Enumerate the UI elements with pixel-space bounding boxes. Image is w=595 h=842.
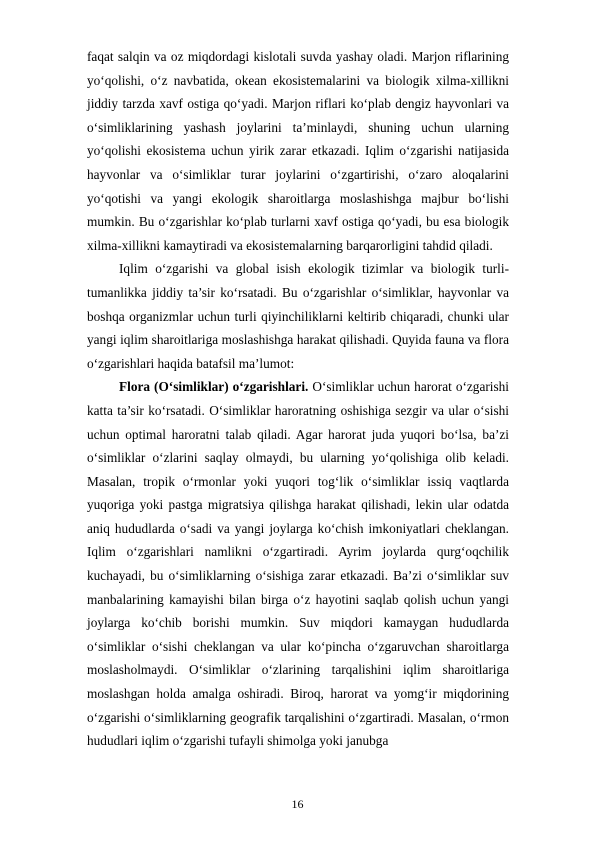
flora-text: O‘simliklar uchun harorat o‘zgarishi katta ta’sir ko‘rsatadi. O‘simliklar haroratning oshishiga sezgir va ular o‘sishi uchun optimal haroratni talab qiladi. Agar harorat juda yuqori bo‘lsa, ba’zi o‘simliklar o‘zlarini saqlay olmaydi, bu ularning yo‘qolishiga olib keladi. Masalan, tropik o‘rmonlar yoki yuqori tog‘lik o‘simliklar issiq vaqtlarda yuqoriga yoki pastga migratsiya qilishga harakat qilishadi, lekin ular odatda aniq hududlarda o‘sadi va yangi joylarga ko‘chish imkoniyatlari cheklangan. Iqlim o‘zgarishlari namlikni o‘zgartiradi. Ayrim joylarda qurg‘oqchilik kuchayadi, bu o‘simliklarning o‘sishiga zarar etkazadi. Ba’zi o‘simliklar suv manbalarining kamayishi bilan birga o‘z hayotini saqlab qolish uchun yangi joylarga ko‘chib borishi mumkin. Suv miqdori kamaygan hududlarda o‘simliklar o‘sishi cheklangan va ular ko‘pincha o‘zgaruvchan sharoitlarga moslasholmaydi. O‘simliklar o‘zlarining tarqalishini iqlim sharoitlariga moslashgan holda amalga oshiradi. Biroq, harorat va yomg‘ir miqdorining o‘zgarishi o‘simliklarning geografik tarqalishini o‘zgartiradi. Masalan, o‘rmon hududlari iqlim o‘zgarishi tufayli shimolga yoki janubga [87,379,509,749]
paragraph-1: faqat salqin va oz miqdordagi kislotali suvda yashay oladi. Marjon riflarining yo‘qolishi, o‘z navbatida, okean ekosistemalarini va biologik xilma-xillikni jiddiy tarzda xavf ostiga qo‘yadi. Marjon riflari ko‘plab dengiz hayvonlari va o‘simliklarining yashash joylarini ta’minlaydi, shuning uchun ularning yo‘qolishi ekosistema uchun yirik zarar etkazadi. Iqlim o‘zgarishi natijasida hayvonlar va o‘simliklar turar joylarini o‘zgartirishi, o‘zaro aloqalarini yo‘qotishi va yangi ekologik sharoitlarga moslashishga majbur bo‘lishi mumkin. Bu o‘zgarishlar ko‘plab turlarni xavf ostiga qo‘yadi, bu esa biologik xilma-xillikni kamaytiradi va ekosistemalarning barqarorligini tahdid qiladi. [87,49,509,253]
page-number: 16 [291,797,304,811]
document-body [87,45,509,753]
paragraph-2: Iqlim o‘zgarishi va global isish ekologik tizimlar va biologik turli-tumanlikka jiddiy ta’sir ko‘rsatadi. Bu o‘zgarishlar o‘simliklar, hayvonlar va boshqa organizmlar uchun turli qiyinchiliklarni keltirib chiqaradi, chunki ular yangi iqlim sharoitlariga moslashishga harakat qilishadi. Quyida fauna va flora o‘zgarishlari haqida batafsil ma’lumot: [87,261,509,371]
flora-heading: Flora (O‘simliklar) o‘zgarishlari. [119,379,309,395]
paragraph-3 [87,375,509,753]
